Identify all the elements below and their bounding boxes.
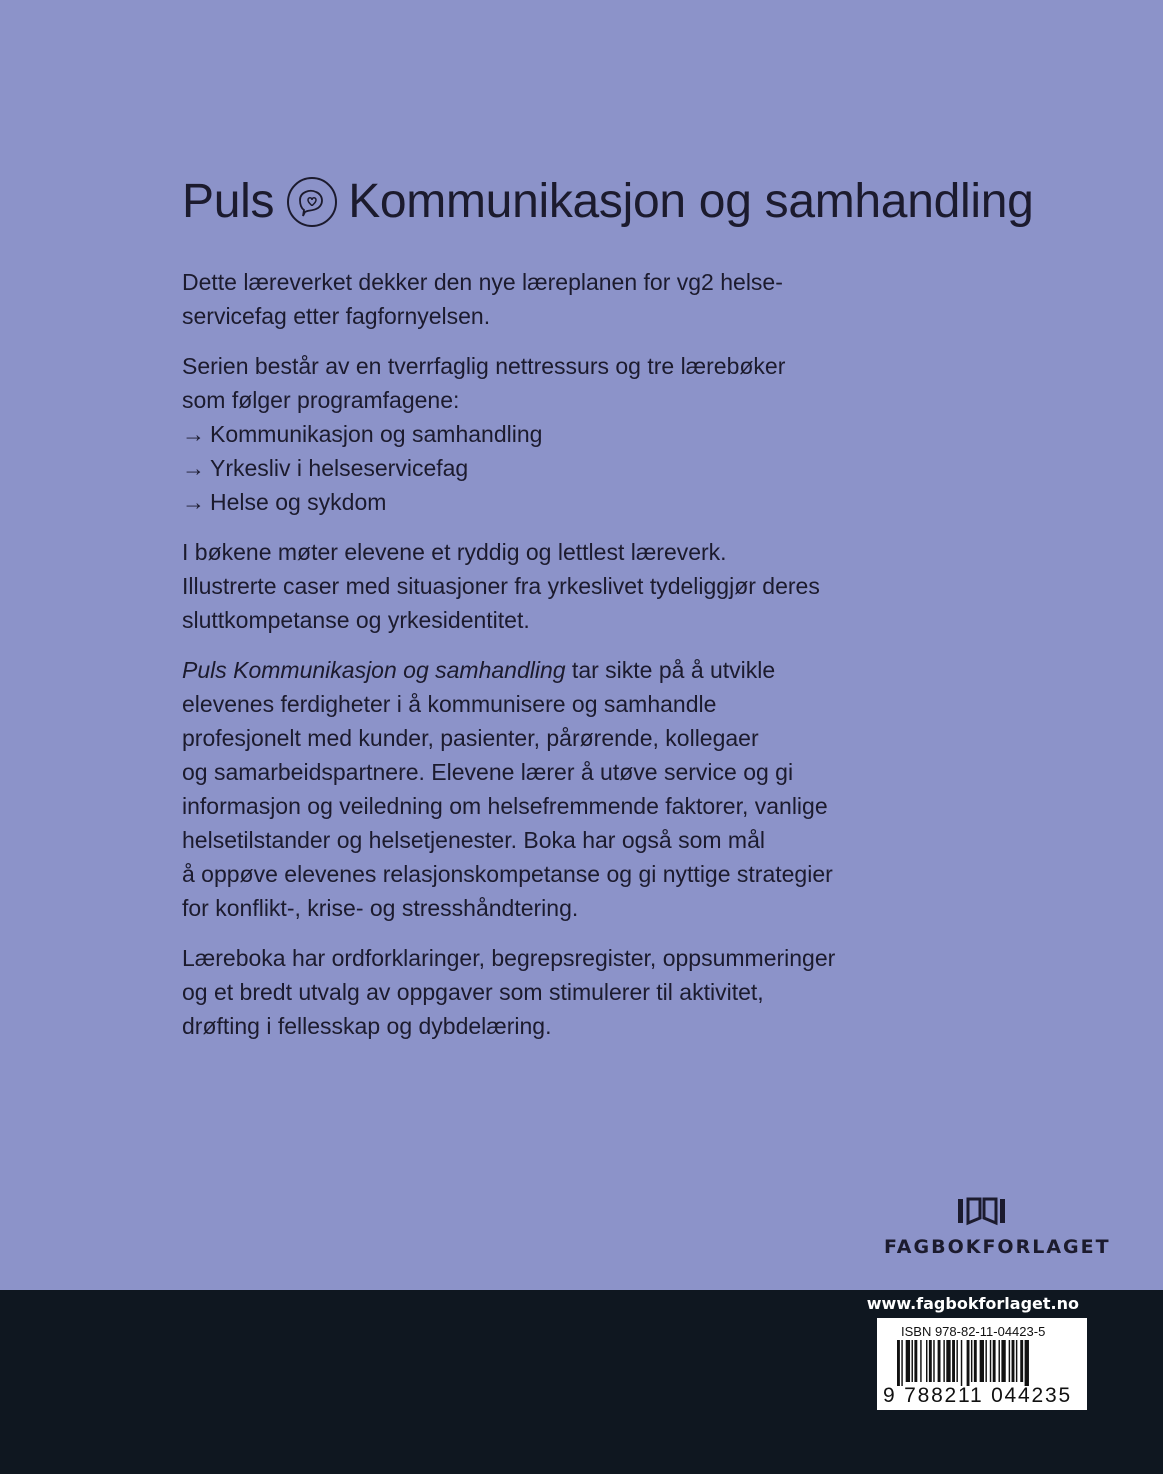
barcode-bar [971,1340,972,1382]
text-line: profesjonelt med kunder, pasienter, pårørende, kollegaer [182,725,759,751]
text-line: drøfting i fellesskap og dybdelæring. [182,1013,552,1039]
text-line: informasjon og veiledning om helsefremmende faktorer, vanlige [182,793,828,819]
barcode-bar [990,1340,991,1382]
barcode-bar [993,1340,996,1382]
barcode-bar [929,1340,932,1382]
barcode-bar [999,1340,1000,1382]
list-item [182,451,902,485]
list-item-label: Helse og sykdom [210,489,387,515]
arrow-right-icon: → [182,421,205,447]
text-fragment: tar sikte på å utvikle [565,657,776,683]
barcode-bar [946,1340,950,1382]
barcode-bar [1009,1340,1010,1382]
text-line: og samarbeidspartnere. Elevene lærer å utøve service og gi [182,759,794,785]
arrow-right-icon: → [182,489,205,515]
text-line: Illustrerte caser med situasjoner fra yrkeslivet tydeliggjør deres [182,573,820,599]
barcode-bar [1001,1340,1005,1382]
barcode-bar [938,1340,941,1382]
list-item [182,485,902,519]
isbn-digits: 9 788211 044235 [883,1384,1072,1407]
barcode-bar [1012,1340,1015,1382]
paragraph-goals [182,653,902,925]
text-line: for konflikt-, krise- og stresshåndtering. [182,895,579,921]
text-line: sluttkompetanse og yrkesidentitet. [182,607,530,633]
barcode-bar [1016,1340,1017,1382]
paragraph-books [182,535,902,637]
text-line: elevenes ferdigheter i å kommunisere og samhandle [182,691,717,717]
barcode-bar [920,1340,921,1382]
text-line: som følger programfagene: [182,387,460,413]
barcode-bar [926,1340,927,1382]
barcode-bar [1025,1340,1029,1386]
barcode-bar [943,1340,944,1382]
text-line: servicefag etter fagfornyelsen. [182,303,491,329]
text-line: Serien består av en tverrfaglig nettressurs og tre lærebøker [182,353,786,379]
book-title-inline: Puls Kommunikasjon og samhandling [182,657,566,683]
barcode-bar [956,1340,957,1382]
open-book-icon [956,1196,1008,1226]
barcode-bar [912,1340,913,1382]
series-name: Puls [182,175,275,228]
isbn-barcode [877,1318,1087,1410]
paragraph-features [182,941,902,1043]
list-item-label: Kommunikasjon og samhandling [210,421,543,447]
publisher-url: www.fagbokforlaget.no [866,1294,1079,1313]
barcode-bar [901,1340,902,1386]
barcode-bars [897,1340,1069,1386]
publisher-logo [884,1196,1111,1258]
text-line: å oppøve elevenes relasjonskompetanse og gi nyttige strategier [182,861,833,887]
publisher-name: FAGBOKFORLAGET [884,1236,1111,1258]
text-line: I bøkene møter elevene et ryddig og lettlest læreverk. [182,539,727,565]
list-item [182,417,902,451]
barcode-bar [906,1340,910,1382]
barcode-bar [914,1340,917,1382]
barcode-bar [974,1340,977,1382]
book-title [182,170,1034,234]
paragraph-series [182,349,902,519]
text-line: Læreboka har ordforklaringer, begrepsregister, oppsummeringer [182,945,836,971]
back-cover-description [182,265,902,1059]
isbn-label: ISBN 978-82-11-04423-5 [901,1324,1046,1339]
text-line: og et bredt utvalg av oppgaver som stimulerer til aktivitet, [182,979,764,1005]
barcode-bar [1020,1340,1023,1382]
barcode-bar [897,1340,900,1386]
barcode-bar [933,1340,934,1382]
text-line: Dette læreverket dekker den nye læreplanen for vg2 helse- [182,269,783,295]
paragraph-intro [182,265,902,333]
puls-speech-heart-icon [286,176,338,228]
barcode-bar [961,1340,962,1386]
book-name: Kommunikasjon og samhandling [348,175,1034,228]
text-line [182,653,902,687]
barcode-bar [985,1340,986,1382]
text-line: helsetilstander og helsetjenester. Boka har også som mål [182,827,765,853]
barcode-bar [967,1340,970,1386]
barcode-bar [952,1340,955,1382]
list-item-label: Yrkesliv i helseservicefag [210,455,469,481]
arrow-right-icon: → [182,455,205,481]
barcode-bar [980,1340,984,1382]
